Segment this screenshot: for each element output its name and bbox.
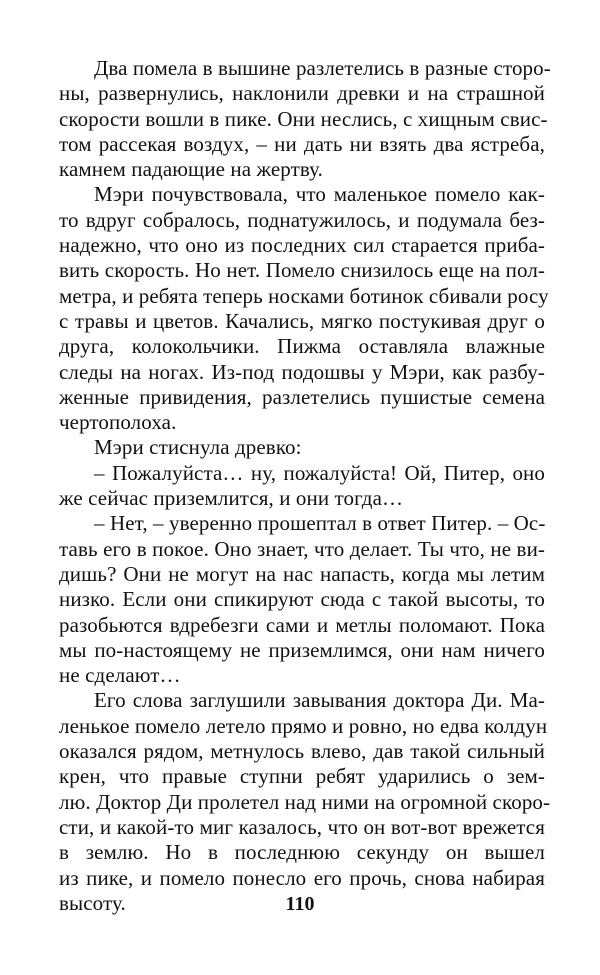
paragraph xyxy=(59,56,551,182)
text-line: надежно, что оно из последних сил старается приба- xyxy=(59,233,545,258)
paragraph xyxy=(59,511,545,688)
text-line: Мэри стиснула древко: xyxy=(94,435,302,460)
text-line: высоту. xyxy=(59,890,126,915)
text-line: метра, и ребята теперь носками ботинок сбивали росу xyxy=(59,283,549,308)
text-line: ны, развернулись, наклонили древки и на страшной xyxy=(59,81,545,106)
text-line: – Пожалуйста… ну, пожалуйста! Ой, Питер, оно xyxy=(94,460,545,485)
text-line: Два помела в вышине разлетелись в разные сторо- xyxy=(94,56,551,80)
book-page-text xyxy=(59,56,551,916)
text-line: женные привидения, разлетелись пушистые семена xyxy=(59,384,545,409)
text-line: не сделают… xyxy=(59,663,181,688)
text-line: в землю. Но в последнюю секунду он вышел xyxy=(59,840,545,865)
paragraph xyxy=(59,435,545,460)
page-number: 110 xyxy=(285,893,315,915)
text-line: из пике, и помело понесло его прочь, снова набирая xyxy=(59,865,545,890)
text-line: – Нет, – уверенно прошептал в ответ Питер. – Ос- xyxy=(94,511,546,536)
text-line: низко. Если они спикируют сюда с такой высоты, то xyxy=(59,587,545,612)
text-line: друга, колокольчики. Пижма оставляла влажные xyxy=(59,334,545,359)
text-line: мы по-настоящему не приземлимся, они нам ничего xyxy=(59,637,545,662)
text-line: разобьются вдребезги сами и метлы поломают. Пока xyxy=(59,612,545,637)
text-line: том рассекая воздух, – ни дать ни взять два ястреба, xyxy=(59,131,545,156)
paragraph xyxy=(59,461,545,512)
text-line: вить скорость. Но нет. Помело снизилось еще на пол- xyxy=(59,258,545,283)
text-line: Мэри почувствовала, что маленькое помело как- xyxy=(94,182,545,207)
text-line: лю. Доктор Ди пролетел над ними на огромной скоро- xyxy=(59,789,551,814)
text-line: тавь его в покое. Оно знает, что делает. Ты что, не ви- xyxy=(59,536,545,561)
text-line: сти, и какой-то миг казалось, что он вот-вот врежется xyxy=(59,814,545,839)
text-line: оказался рядом, метнулось влево, дав такой сильный xyxy=(59,739,545,764)
text-line: крен, что правые ступни ребят ударились о зем- xyxy=(59,764,545,789)
text-line: ленькое помело летело прямо и ровно, но едва колдун xyxy=(59,713,548,738)
text-line: камнем падающие на жертву. xyxy=(59,157,324,182)
paragraph xyxy=(59,182,549,435)
text-line: чертополоха. xyxy=(59,410,177,435)
text-line: то вдруг собралось, поднатужилось, и подумала без- xyxy=(59,207,545,232)
text-line: с травы и цветов. Качались, мягко постукивая друг о xyxy=(59,308,545,333)
text-line: же сейчас приземлится, и они тогда… xyxy=(59,486,404,511)
text-line: дишь? Они не могут на нас напасть, когда мы летим xyxy=(59,561,545,586)
text-line: Его слова заглушили завывания доктора Ди. Ма- xyxy=(94,688,545,713)
paragraph xyxy=(59,688,551,916)
text-line: скорости вошли в пике. Они неслись, с хищным свис- xyxy=(59,106,548,131)
text-line: следы на ногах. Из-под подошвы у Мэри, как разбу- xyxy=(59,359,545,384)
